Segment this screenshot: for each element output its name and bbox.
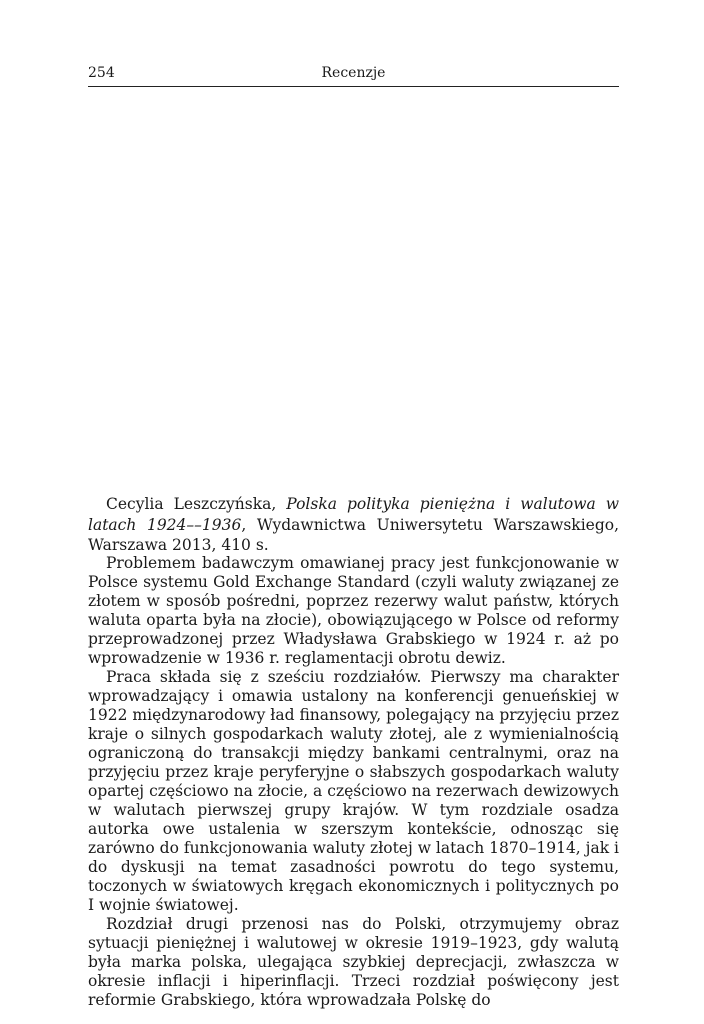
page-number: 254 [88, 65, 115, 81]
book-citation [88, 494, 619, 556]
review-body [88, 548, 619, 1010]
running-title: Recenzje [321, 65, 386, 81]
paragraph-1: Problemem badawczym omawianej pracy jest funkcjonowanie w Polsce systemu Gold Exchange Standard (czyli waluty związanej ze złotem w sposób pośredni, poprzez rezerwy walut państw, których waluta oparta była na złocie), obowiązującego w Polsce od reformy przeprowadzonej przez Władysława Grabskiego w 1924 r. aż po wprowadzenie w 1936 r. reglamentacji obrotu dewiz. [88, 554, 619, 667]
paragraph-3: Rozdział drugi przenosi nas do Polski, otrzymujemy obraz sytuacji pieniężnej i walutowej w okresie 1919–1923, gdy walutą była marka polska, ulegająca szybkiej deprecjacji, zwłaszcza w okresie inflacji i hiperinflacji. Trzeci rozdział poświęcony jest reformie Grabskiego, która wprowadzała Polskę do [88, 915, 619, 1009]
citation-title: Polska polityka pieniężna i walutowa w latach 1924––​1936 [88, 495, 619, 534]
paragraph-2: Praca składa się z sześciu rozdziałów. Pierwszy ma charakter wprowadzający i omawia ustalony na konferencji genueńskiej w 1922 międzynarodowy ład finansowy, polegający na przyjęciu przez kraje o silnych gospodarkach waluty złotej, ale z wymienialnością ograniczoną do transakcji między bankami centralnymi, oraz na przyjęciu przez kraje peryferyjne o słabszych gospodarkach waluty opartej częściowo na złocie, a częściowo na rezerwach dewizowych w walutach pierwszej grupy krajów. W tym rozdziale osadza autorka owe ustalenia w szerszym kontekście, odnosząc się zarówno do funkcjonowania waluty złotej w latach 1870–1914, jak i do dyskusji na temat zasadności powrotu do tego systemu, toczonych w światowych kręgach ekonomicznych i politycznych po I wojnie światowej. [88, 668, 619, 914]
citation-author: Cecylia Leszczyńska, [106, 495, 287, 513]
citation-publication: , Wydawnictwa Uniwersytetu Warszawskiego, Warszawa 2013, 410 s. [88, 515, 619, 554]
page-header [88, 64, 619, 87]
